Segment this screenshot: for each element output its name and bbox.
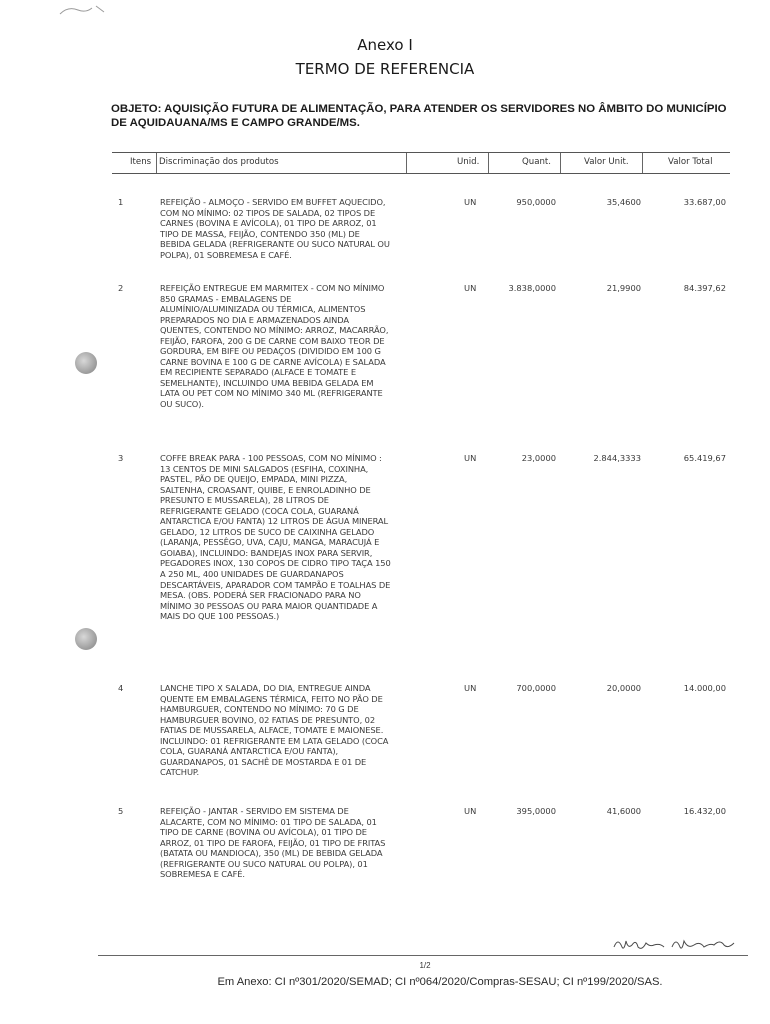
column-divider <box>642 153 643 173</box>
column-divider <box>560 153 561 173</box>
punch-hole <box>75 352 97 374</box>
table-header <box>112 152 730 174</box>
col-quant: Quant. <box>522 157 552 167</box>
item-unit-price: 20,0000 <box>606 683 641 693</box>
item-number: 2 <box>118 283 124 293</box>
item-total: 33.687,00 <box>683 197 726 207</box>
item-unit-price: 2.844,3333 <box>593 453 641 463</box>
column-divider <box>406 153 407 173</box>
item-quantity: 950,0000 <box>516 197 556 207</box>
item-number: 4 <box>118 683 124 693</box>
col-unid: Unid. <box>457 157 480 167</box>
column-divider <box>488 153 489 173</box>
item-description: COFFE BREAK PARA - 100 PESSOAS, COM NO MÍNIMO : 13 CENTOS DE MINI SALGADOS (ESFIHA, COXINHA, PASTEL, PÃO DE QUEIJO, EMPADA, MINI PIZZA, SALTENHA, CROASANT, QUIBE, E ENROLADINHO DE PRESUNTO E MUSSARELA), 28 LITROS DE REFRIGERANTE GELADO (COCA COLA, GUARANÁ ANTARCTICA E/OU FANTA) 12 LITROS DE ÁGUA MINERAL GELADO, 12 LITROS DE SUCO DE CAIXINHA GELADO (LARANJA, PESSÊGO, UVA, CAJU, MANGA, MARACUJÁ E GOIABA), INCLUINDO: BANDEJAS INOX PARA SERVIR, PEGADORES INOX, 130 COPOS DE CIDRO TIPO TAÇA 150 A 250 ML, 400 UNIDADES DE GUARDANAPOS DESCARTÁVEIS, APARADOR COM TAMPÃO E TOALHAS DE MESA. (OBS. PODERÁ SER FRACIONADO PARA NO MÍNIMO 30 PESSOAS OU PARA MAIOR QUANTIDADE A MAIS DO QUE 100 PESSOAS.) <box>160 453 391 622</box>
scan-mark <box>58 2 118 18</box>
item-description: LANCHE TIPO X SALADA, DO DIA, ENTREGUE AINDA QUENTE EM EMBALAGENS TÉRMICA, FEITO NO PÃO DE HAMBURGUER, CONTENDO NO MÍNIMO: 70 G DE HAMBURGUER BOVINO, 02 FATIAS DE PRESUNTO, 02 FATIAS DE MUSSARELA, ALFACE, TOMATE E MAIONESE. INCLUINDO: 01 REFRIGERANTE EM LATA GELADO (COCA COLA, GUARANÁ ANTARCTICA E/OU FANTA), GUARDANAPOS, 01 SACHÊ DE MOSTARDA E 01 DE CATCHUP. <box>160 683 389 778</box>
item-description: REFEIÇÃO - JANTAR - SERVIDO EM SISTEMA DE ALACARTE, COM NO MÍNIMO: 01 TIPO DE SALADA, 01 TIPO DE CARNE (BOVINA OU AVÍCOLA), 01 TIPO DE ARROZ, 01 TIPO DE FAROFA, FEIJÃO, 01 TIPO DE FRITAS (BATATA OU MANDIOCA), 350 (ML) DE BEBIDA GELADA (REFRIGERANTE OU SUCO NATURAL OU POLPA), 01 SOBREMESA E CAFÉ. <box>160 806 386 880</box>
item-unit-price: 21,9900 <box>606 283 641 293</box>
annex-heading: Anexo I <box>357 36 413 54</box>
page-number: 1/2 <box>419 961 431 970</box>
item-total: 65.419,67 <box>683 453 726 463</box>
item-number: 3 <box>118 453 124 463</box>
item-description: REFEIÇÃO - ALMOÇO - SERVIDO EM BUFFET AQUECIDO, COM NO MÍNIMO: 02 TIPOS DE SALADA, 02 TIPOS DE CARNES (BOVINA E AVÍCOLA), 01 TIPO DE ARROZ, 01 TIPO DE MASSA, FEIJÃO, CONTENDO 350 (ML) DE BEBIDA GELADA (REFRIGERANTE OU SUCO NATURAL OU POLPA), 01 SOBREMESA E CAFÉ. <box>160 197 390 260</box>
item-description: REFEIÇÃO ENTREGUE EM MARMITEX - COM NO MÍNIMO 850 GRAMAS - EMBALAGENS DE ALUMÍNIO/ALUMINIZADA OU TÉRMICA, ALIMENTOS PREPARADOS NO DIA E ARMAZENADOS AINDA QUENTES, CONTENDO NO MÍNIMO: ARROZ, MACARRÃO, FEIJÃO, FAROFA, 200 G DE CARNE COM BAIXO TEOR DE GORDURA, EM BIFE OU PEDAÇOS (DIVIDIDO EM 100 G CARNE BOVINA E 100 G DE CARNE AVÍCOLA) E SALADA EM RECIPIENTE SEPARADO (ALFACE E TOMATE E SEMELHANTE), INCLUINDO UMA BEBIDA GELADA EM LATA OU PET COM NO MÍNIMO 340 ML (REFRIGERANTE OU SUCO). <box>160 283 389 410</box>
punch-hole <box>75 628 97 650</box>
item-quantity: 700,0000 <box>516 683 556 693</box>
item-unit: UN <box>464 683 477 693</box>
item-unit: UN <box>464 283 477 293</box>
col-valor-unit: Valor Unit. <box>584 157 629 167</box>
document-title: TERMO DE REFERENCIA <box>295 60 475 78</box>
col-description: Discriminação dos produtos <box>159 157 279 167</box>
item-total: 16.432,00 <box>683 806 726 816</box>
footer-rule <box>98 955 748 956</box>
annex-references: Em Anexo: CI nº301/2020/SEMAD; CI nº064/2020/Compras-SESAU; CI nº199/2020/SAS. <box>217 976 663 988</box>
item-quantity: 3.838,0000 <box>508 283 556 293</box>
item-unit: UN <box>464 806 477 816</box>
col-itens: Itens <box>130 157 152 167</box>
item-number: 1 <box>118 197 124 207</box>
item-unit: UN <box>464 453 477 463</box>
item-quantity: 395,0000 <box>516 806 556 816</box>
item-unit: UN <box>464 197 477 207</box>
item-total: 84.397,62 <box>683 283 726 293</box>
item-number: 5 <box>118 806 124 816</box>
item-unit-price: 41,6000 <box>606 806 641 816</box>
handwritten-signature <box>610 933 740 957</box>
item-total: 14.000,00 <box>683 683 726 693</box>
item-quantity: 23,0000 <box>521 453 556 463</box>
col-valor-total: Valor Total <box>668 157 713 167</box>
object-statement: OBJETO: AQUISIÇÃO FUTURA DE ALIMENTAÇÃO, PARA ATENDER OS SERVIDORES NO ÂMBITO DO MUNICÍPIO DE AQUIDAUANA/MS E CAMPO GRANDE/MS. <box>111 103 727 129</box>
column-divider <box>156 153 157 173</box>
item-unit-price: 35,4600 <box>606 197 641 207</box>
